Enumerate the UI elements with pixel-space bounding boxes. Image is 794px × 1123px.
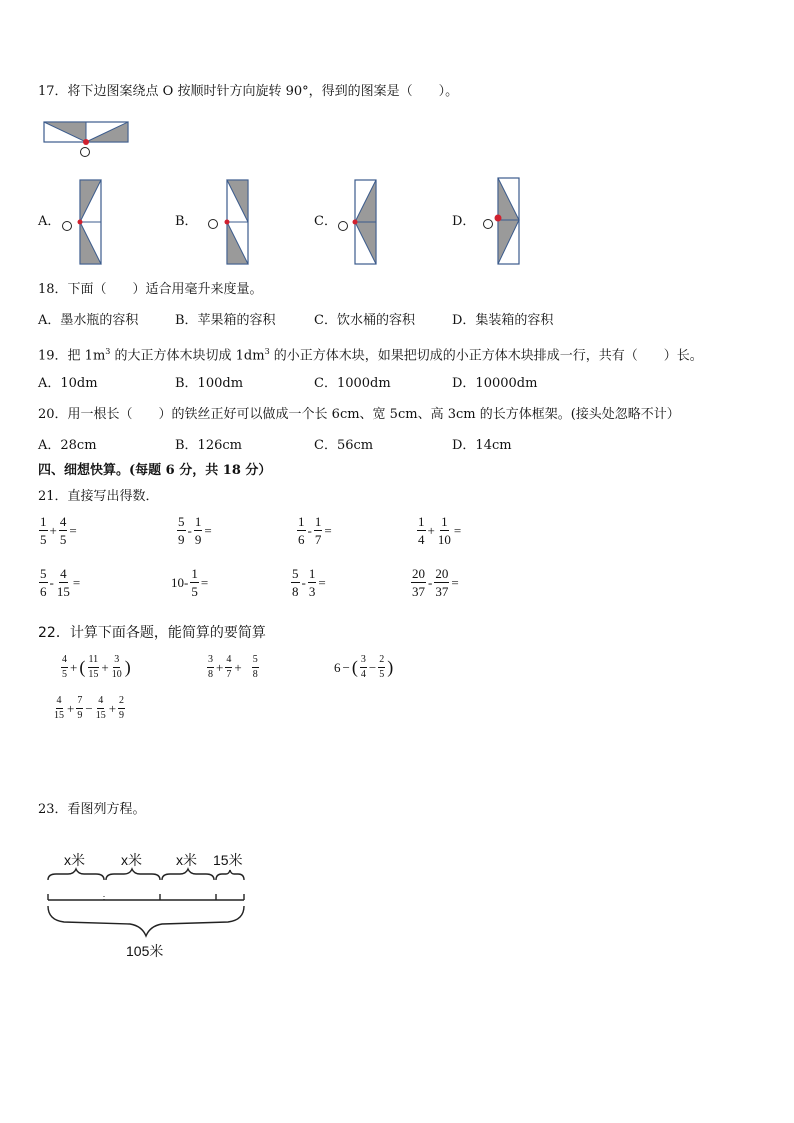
q17-option-c-figure[interactable]	[334, 178, 382, 268]
q21-item-8: $\frac{20}{37}$ - $\frac{20}{37}$ =	[412, 566, 459, 599]
q18-option-a[interactable]: A．墨水瓶的容积	[38, 313, 139, 328]
q21-item-4: $\frac{1}{4}$ + $\frac{1}{10}$ =	[418, 514, 462, 547]
q22-text: 22．计算下面各题，能简算的要简算	[38, 625, 266, 641]
q18-option-c[interactable]: C．饮水桶的容积	[314, 313, 415, 328]
q21-item-7: $\frac{5}{8}$ - $\frac{1}{3}$ =	[292, 566, 326, 599]
q18-option-d[interactable]: D．集装箱的容积	[452, 313, 554, 328]
q18-text: 18．下面（ ）适合用毫升来度量。	[38, 282, 263, 297]
q17-option-d-label[interactable]: D．	[452, 214, 476, 229]
q17-original-figure	[40, 120, 132, 160]
q19-option-b[interactable]: B．100dm	[175, 376, 244, 391]
q22-expression-1: $\frac{4}{5}$ + ( $\frac{11}{15}$ + $\frac{3}{10}$ )	[62, 654, 131, 680]
q21-item-6: 10- $\frac{1}{5}$ =	[171, 566, 209, 599]
q20-option-d[interactable]: D．14cm	[452, 438, 512, 453]
q18-option-b[interactable]: B．苹果箱的容积	[175, 313, 276, 328]
q17-text: 17．将下边图案绕点 O 按顺时针方向旋转 90°，得到的图案是（ ）。	[38, 84, 459, 99]
q21-item-3: $\frac{1}{6}$ - $\frac{1}{7}$ =	[298, 514, 332, 547]
q20-option-c[interactable]: C．56cm	[314, 438, 374, 453]
q17-option-a-figure[interactable]	[60, 178, 106, 268]
q21-item-1: $\frac{1}{5}$ + $\frac{4}{5}$ =	[40, 514, 77, 547]
q22-expression-4: $\frac{4}{15}$ + $\frac{7}{9}$ − $\frac{4}{15}$ + $\frac{2}{9}$	[54, 695, 125, 721]
q21-item-5: $\frac{5}{6}$ - $\frac{4}{15}$ =	[40, 566, 81, 599]
q17-option-c-label[interactable]: C．	[314, 214, 337, 229]
q21-item-2: $\frac{5}{9}$ - $\frac{1}{9}$ =	[178, 514, 212, 547]
q20-text: 20．用一根长（ ）的铁丝正好可以做成一个长 6cm、宽 5cm、高 3cm 的长方体框架。(接头处忽略不计）	[38, 407, 680, 422]
q23-line-segment-diagram	[40, 866, 250, 938]
q23-text: 23．看图列方程。	[38, 802, 146, 817]
q22-expression-3: 6 − ( $\frac{3}{4}$ − $\frac{2}{5}$ )	[334, 654, 394, 680]
q17-option-a-label[interactable]: A．	[38, 214, 61, 229]
q23-label-x1: x米	[64, 852, 85, 868]
q19-option-c[interactable]: C．1000dm	[314, 376, 391, 391]
q17-option-b-figure[interactable]	[203, 178, 253, 268]
q22-expression-2: $\frac{3}{8}$ + $\frac{4}{7}$ + $\frac{5}{8}$	[208, 654, 258, 680]
q19-option-a[interactable]: A．10dm	[38, 376, 98, 391]
q20-option-b[interactable]: B．126cm	[175, 438, 242, 453]
q23-label-x2: x米	[121, 852, 142, 868]
q23-label-x3: x米	[176, 852, 197, 868]
q23-total-label: 105米	[126, 943, 164, 959]
q19-text: 19．把 $1m^3$ 的大正方体木块切成 $1dm^3$ 的小正方体木块，如果把切成的小正方体木块排成一行，共有（ ）长。	[38, 347, 703, 364]
q17-option-b-label[interactable]: B．	[175, 214, 198, 229]
q19-option-d[interactable]: D．10000dm	[452, 376, 538, 391]
q23-label-15: 15米	[213, 852, 243, 868]
q17-option-d-figure[interactable]	[478, 176, 526, 268]
q21-text: 21．直接写出得数．	[38, 489, 159, 504]
q20-option-a[interactable]: A．28cm	[38, 438, 97, 453]
section-4-title: 四、细想快算。(每题 6 分，共 18 分）	[38, 463, 272, 478]
